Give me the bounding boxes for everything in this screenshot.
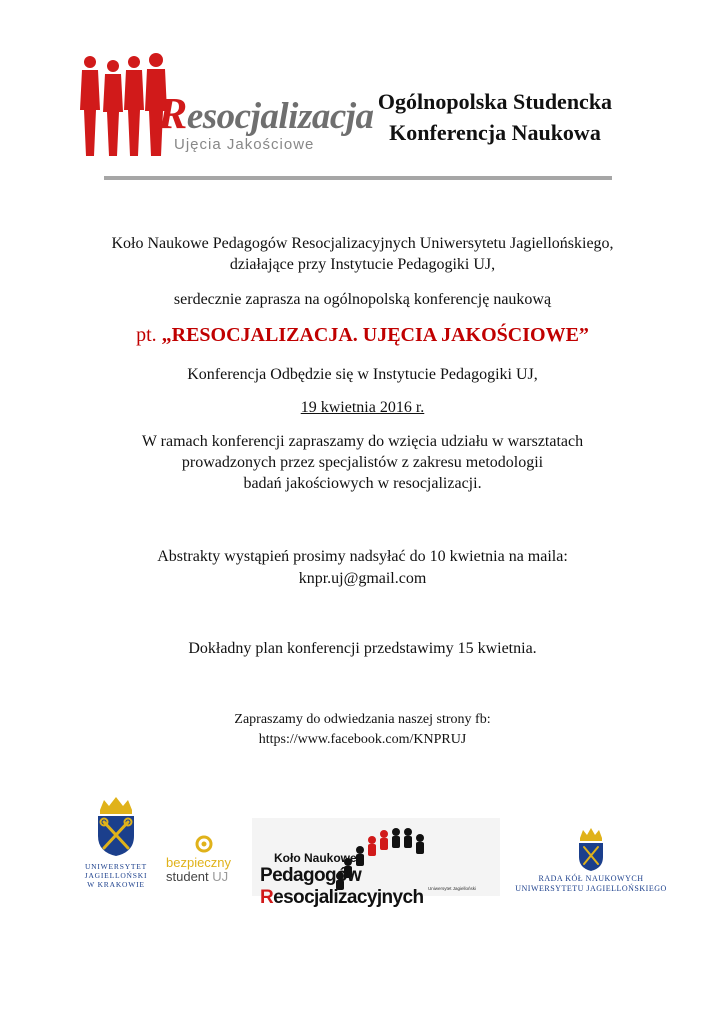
- resocjalizacja-logo: [78, 52, 374, 162]
- date-text: 19 kwietnia 2016 r.: [300, 399, 425, 416]
- conference-title-line1: Ogólnopolska Studencka: [377, 89, 613, 114]
- date-line: [0, 397, 725, 418]
- title-main: „RESOCJALIZACJA. UJĘCIA JAKOŚCIOWE”: [161, 324, 589, 346]
- facebook-link[interactable]: https://www.facebook.com/KNPRUJ: [258, 732, 467, 747]
- knp-small-text: Uniwersytet Jagielloński: [428, 886, 477, 891]
- header-divider: [104, 176, 612, 180]
- bezpieczny-student-logo: [166, 834, 246, 890]
- logo-wordmark: Resocjalizacja: [158, 89, 374, 138]
- organizer-line-1: Koło Naukowe Pedagogów Resocjalizacyjnych Uniwersytetu Jagiellońskiego,: [111, 235, 614, 252]
- conference-title: [350, 86, 640, 148]
- knp-line-1: Koło Naukowe: [274, 851, 357, 865]
- organizer-line-2: działające przy Instytucie Pedagogiki UJ,: [229, 256, 496, 273]
- invite-line: serdecznie zaprasza na ogólnopolską konferencję naukową: [173, 291, 552, 308]
- student-uj-words: student UJ: [166, 869, 229, 884]
- facebook-invite-line: Zapraszamy do odwiedzania naszej strony fb:: [234, 712, 491, 727]
- knpr-logo: [252, 818, 500, 908]
- title-prefix: pt.: [136, 324, 162, 346]
- rada-kol-logo: [512, 828, 670, 894]
- conference-title-line2: Konferencja Naukowa: [389, 120, 601, 145]
- rada-crest-icon: [512, 828, 670, 872]
- logo-subtitle: Ujęcia Jakościowe: [174, 136, 315, 153]
- abstract-paragraph: [0, 546, 725, 589]
- workshop-line-3: badań jakościowych w resocjalizacji.: [243, 475, 482, 492]
- rada-line-1: RADA KÓŁ NAUKOWYCH: [538, 874, 644, 883]
- uj-name-line-3: W KRAKOWIE: [87, 880, 145, 889]
- facebook-paragraph: [0, 710, 725, 750]
- conference-name: [0, 322, 725, 348]
- knp-line-2: Pedagogów Resocjalizacyjnych: [260, 865, 424, 908]
- abstract-line: Abstrakty wystąpień prosimy nadsyłać do 10 kwietnia na maila:: [157, 548, 568, 565]
- venue-line: Konferencja Odbędzie się w Instytucie Pedagogiki UJ,: [187, 366, 538, 383]
- people-silhouettes-icon: [78, 52, 168, 162]
- workshop-paragraph: [0, 431, 725, 494]
- uj-crest-icon: [80, 796, 152, 858]
- rada-line-2: UNIWERSYTETU JAGIELLOŃSKIEGO: [515, 884, 667, 893]
- plan-line: Dokładny plan konferencji przedstawimy 15 kwietnia.: [188, 640, 537, 657]
- workshop-line-1: W ramach konferencji zapraszamy do wzięcia udziału w warsztatach: [141, 433, 584, 450]
- uj-logo: [80, 796, 152, 896]
- bezpieczny-word: bezpieczny: [166, 855, 232, 870]
- email-address[interactable]: knpr.uj@gmail.com: [298, 570, 427, 587]
- uj-name-line-1: UNIWERSYTET: [84, 862, 148, 871]
- workshop-line-2: prowadzonych przez specjalistów z zakresu metodologii: [181, 454, 544, 471]
- uj-name-line-2: JAGIELLOŃSKI: [84, 871, 148, 880]
- organizer-paragraph: [0, 233, 725, 275]
- bezpieczny-student-icon: [166, 834, 246, 856]
